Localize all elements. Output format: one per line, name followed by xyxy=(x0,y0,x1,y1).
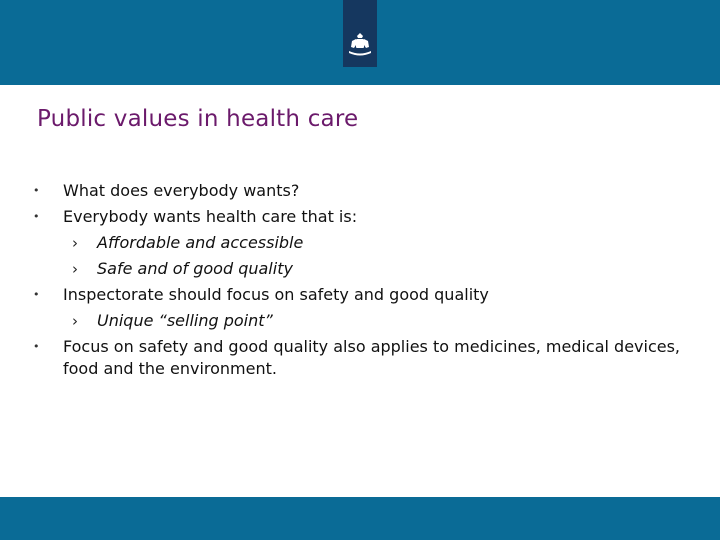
bullet-item xyxy=(33,334,693,380)
sub-text: Unique “selling point” xyxy=(97,311,273,330)
bullet-list xyxy=(33,178,693,380)
slide-title: Public values in health care xyxy=(37,106,359,132)
logo-block xyxy=(343,0,377,67)
sub-item xyxy=(33,256,693,282)
bullet-text: Focus on safety and good quality also applies to medicines, medical devices, food and the environment. xyxy=(63,337,681,378)
sub-text: Affordable and accessible xyxy=(97,233,304,252)
bullet-dot-icon: • xyxy=(33,210,40,223)
coat-of-arms-icon xyxy=(348,33,372,59)
chevron-right-icon: › xyxy=(72,312,78,330)
chevron-right-icon: › xyxy=(72,234,78,252)
bullet-item xyxy=(33,178,693,204)
sub-item xyxy=(33,308,693,334)
bullet-dot-icon: • xyxy=(33,184,40,197)
sub-item xyxy=(33,230,693,256)
bullet-text: Everybody wants health care that is: xyxy=(63,207,358,226)
footer-band xyxy=(0,497,720,540)
bullet-dot-icon: • xyxy=(33,288,40,301)
chevron-right-icon: › xyxy=(72,260,78,278)
bullet-item xyxy=(33,204,693,230)
sub-text: Safe and of good quality xyxy=(97,259,293,278)
bullet-text: Inspectorate should focus on safety and good quality xyxy=(63,285,489,304)
bullet-item xyxy=(33,282,693,308)
bullet-text: What does everybody wants? xyxy=(63,181,300,200)
bullet-dot-icon: • xyxy=(33,340,40,353)
